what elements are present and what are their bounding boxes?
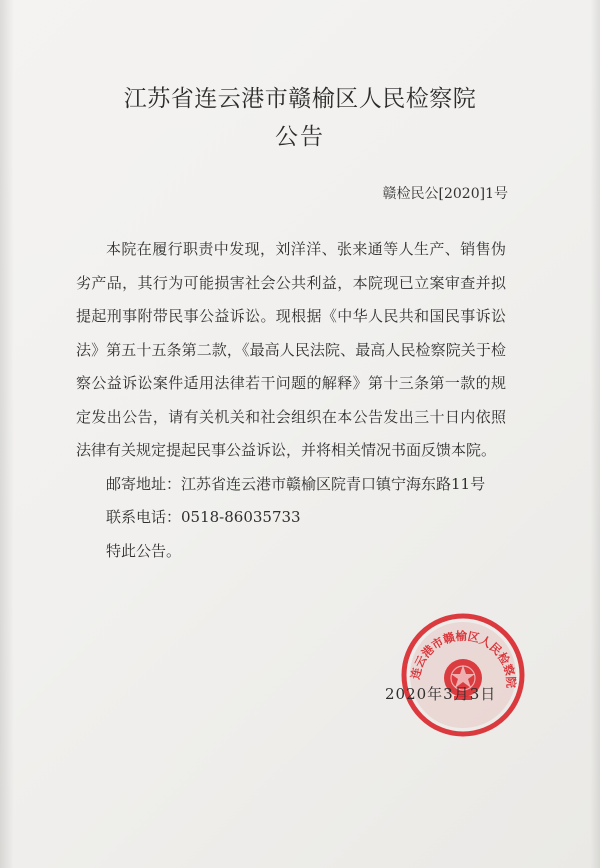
closing-statement: 特此公告。 <box>106 541 182 560</box>
mailing-address: 邮寄地址：江苏省连云港市赣榆区院青口镇宁海东路11号 <box>106 474 486 493</box>
notice-paragraph-main: 本院在履行职责中发现，刘洋洋、张来通等人生产、销售伪劣产品，其行为可能损害社会公共利益，本院现已立案审查并拟提起刑事附带民事公益诉讼。现根据《中华人民共和国民事诉讼法》第五十五条第二款，《最高人民法院、最高人民检察院关于检察公益诉讼案件适用法律若干问题的解释》第十三条第一款的规定发出公告，请有关机关和社会组织在本公告发出三十日内依照法律有关规定提起民事公益诉讼，并将相关情况书面反馈本院。 <box>76 240 506 459</box>
official-seal-icon <box>400 612 526 738</box>
notice-date: 2020年3月3日 <box>385 685 497 703</box>
document-title: 江苏省连云港市赣榆区人民检察院 <box>123 86 477 112</box>
notice-body <box>76 233 506 568</box>
document-subtitle: 公告 <box>275 124 325 150</box>
seal-text: 连云港市赣榆区人民检察院 <box>408 628 519 689</box>
contact-phone: 联系电话：0518-86035733 <box>106 508 301 526</box>
document-number: 赣检民公[2020]1号 <box>382 186 508 202</box>
